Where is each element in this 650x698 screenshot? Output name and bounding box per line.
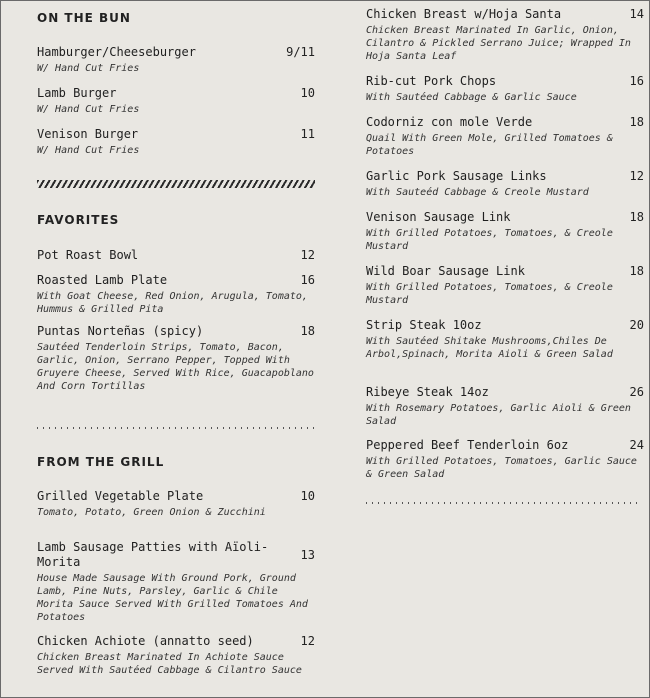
item-price: 18: [629, 115, 644, 129]
item-price: 10: [300, 489, 315, 503]
menu-item: [37, 248, 315, 263]
menu-item: [37, 273, 315, 316]
item-description: With Sautéed Cabbage & Garlic Sauce: [366, 92, 577, 103]
section-title-on-the-bun: ON THE BUN: [37, 11, 131, 25]
item-price: 12: [300, 634, 315, 648]
item-name: Lamb Sausage Patties with Aïoli-Morita: [37, 540, 269, 569]
item-price: 18: [300, 324, 315, 338]
menu-item: [366, 74, 644, 104]
section-title-from-the-grill: FROM THE GRILL: [37, 455, 165, 469]
item-description: Tomato, Potato, Green Onion & Zucchini: [37, 507, 266, 518]
menu-item: [37, 540, 315, 624]
dotted-divider: [37, 427, 315, 429]
hatch-divider: [37, 180, 315, 188]
item-name: Strip Steak 10oz: [366, 318, 482, 332]
menu-item: [366, 7, 644, 63]
item-price: 12: [629, 169, 644, 183]
item-name: Venison Sausage Link: [366, 210, 511, 224]
section-title-favorites: FAVORITES: [37, 213, 120, 227]
item-description: Chicken Breast Marinated In Achiote Sauce Served With Sautéed Cabbage & Cilantro Sauce: [37, 652, 302, 676]
item-description: With Grilled Potatoes, Tomatoes, & Creole Mustard: [366, 282, 613, 306]
item-name: Wild Boar Sausage Link: [366, 264, 525, 278]
item-price: 13: [300, 548, 315, 562]
item-name: Venison Burger: [37, 127, 139, 141]
item-name: Roasted Lamb Plate: [37, 273, 168, 287]
menu-item: [37, 86, 315, 116]
item-description: With Grilled Potatoes, Tomatoes, Garlic Sauce & Green Salad: [366, 456, 637, 480]
item-price: 16: [629, 74, 644, 88]
menu-item: [366, 385, 644, 428]
item-name: Garlic Pork Sausage Links: [366, 169, 547, 183]
menu-item: [366, 438, 644, 481]
menu-item: [37, 634, 315, 677]
dotted-divider: [366, 502, 642, 504]
item-name: Ribeye Steak 14oz: [366, 385, 489, 399]
item-description: With Sauteéd Cabbage & Creole Mustard: [366, 187, 589, 198]
item-name: Pot Roast Bowl: [37, 248, 139, 262]
menu-item: [37, 324, 315, 393]
menu-item: [37, 127, 315, 157]
item-name: Grilled Vegetable Plate: [37, 489, 204, 503]
item-description: With Goat Cheese, Red Onion, Arugula, Tomato, Hummus & Grilled Pita: [37, 291, 308, 315]
item-price: 9/11: [286, 45, 315, 59]
item-description: W/ Hand Cut Fries: [37, 104, 140, 115]
item-price: 26: [629, 385, 644, 399]
item-name: Chicken Achiote (annatto seed): [37, 634, 254, 648]
item-description: With Rosemary Potatoes, Garlic Aioli & Green Salad: [366, 403, 631, 427]
menu-item: [37, 489, 315, 519]
item-price: 16: [300, 273, 315, 287]
item-name: Chicken Breast w/Hoja Santa: [366, 7, 562, 21]
item-description: House Made Sausage With Ground Pork, Ground Lamb, Pine Nuts, Parsley, Garlic & Chile Morita Sauce Served With Grilled Tomatoes And Potatoes: [37, 573, 308, 623]
item-description: Quail With Green Mole, Grilled Tomatoes & Potatoes: [366, 133, 613, 157]
item-price: 12: [300, 248, 315, 262]
item-price: 10: [300, 86, 315, 100]
item-name: Hamburger/Cheeseburger: [37, 45, 196, 59]
menu-item: [366, 210, 644, 253]
item-name: Lamb Burger: [37, 86, 117, 100]
item-name: Puntas Norteñas (spicy): [37, 324, 204, 338]
item-price: 11: [300, 127, 315, 141]
item-description: Chicken Breast Marinated In Garlic, Onion, Cilantro & Pickled Serrano Juice; Wrapped In Hoja Santa Leaf: [366, 25, 631, 62]
menu-item: [366, 264, 644, 307]
item-description: W/ Hand Cut Fries: [37, 145, 140, 156]
menu-item: [366, 169, 644, 199]
item-price: 18: [629, 210, 644, 224]
item-description: W/ Hand Cut Fries: [37, 63, 140, 74]
item-name: Rib-cut Pork Chops: [366, 74, 497, 88]
item-price: 24: [629, 438, 644, 452]
item-price: 20: [629, 318, 644, 332]
item-name: Codorniz con mole Verde: [366, 115, 533, 129]
item-description: Sautéed Tenderloin Strips, Tomato, Bacon, Garlic, Onion, Serrano Pepper, Topped With Gruyere Cheese, Served With Rice, Guacapoblano And Corn Tortillas: [37, 342, 314, 392]
item-description: With Sautéed Shitake Mushrooms,Chiles De Arbol,Spinach, Morita Aioli & Green Salad: [366, 336, 613, 360]
item-price: 14: [629, 7, 644, 21]
item-description: With Grilled Potatoes, Tomatoes, & Creole Mustard: [366, 228, 613, 252]
item-price: 18: [629, 264, 644, 278]
menu-item: [37, 45, 315, 75]
item-name: Peppered Beef Tenderloin 6oz: [366, 438, 569, 452]
menu-item: [366, 318, 644, 361]
menu-item: [366, 115, 644, 158]
